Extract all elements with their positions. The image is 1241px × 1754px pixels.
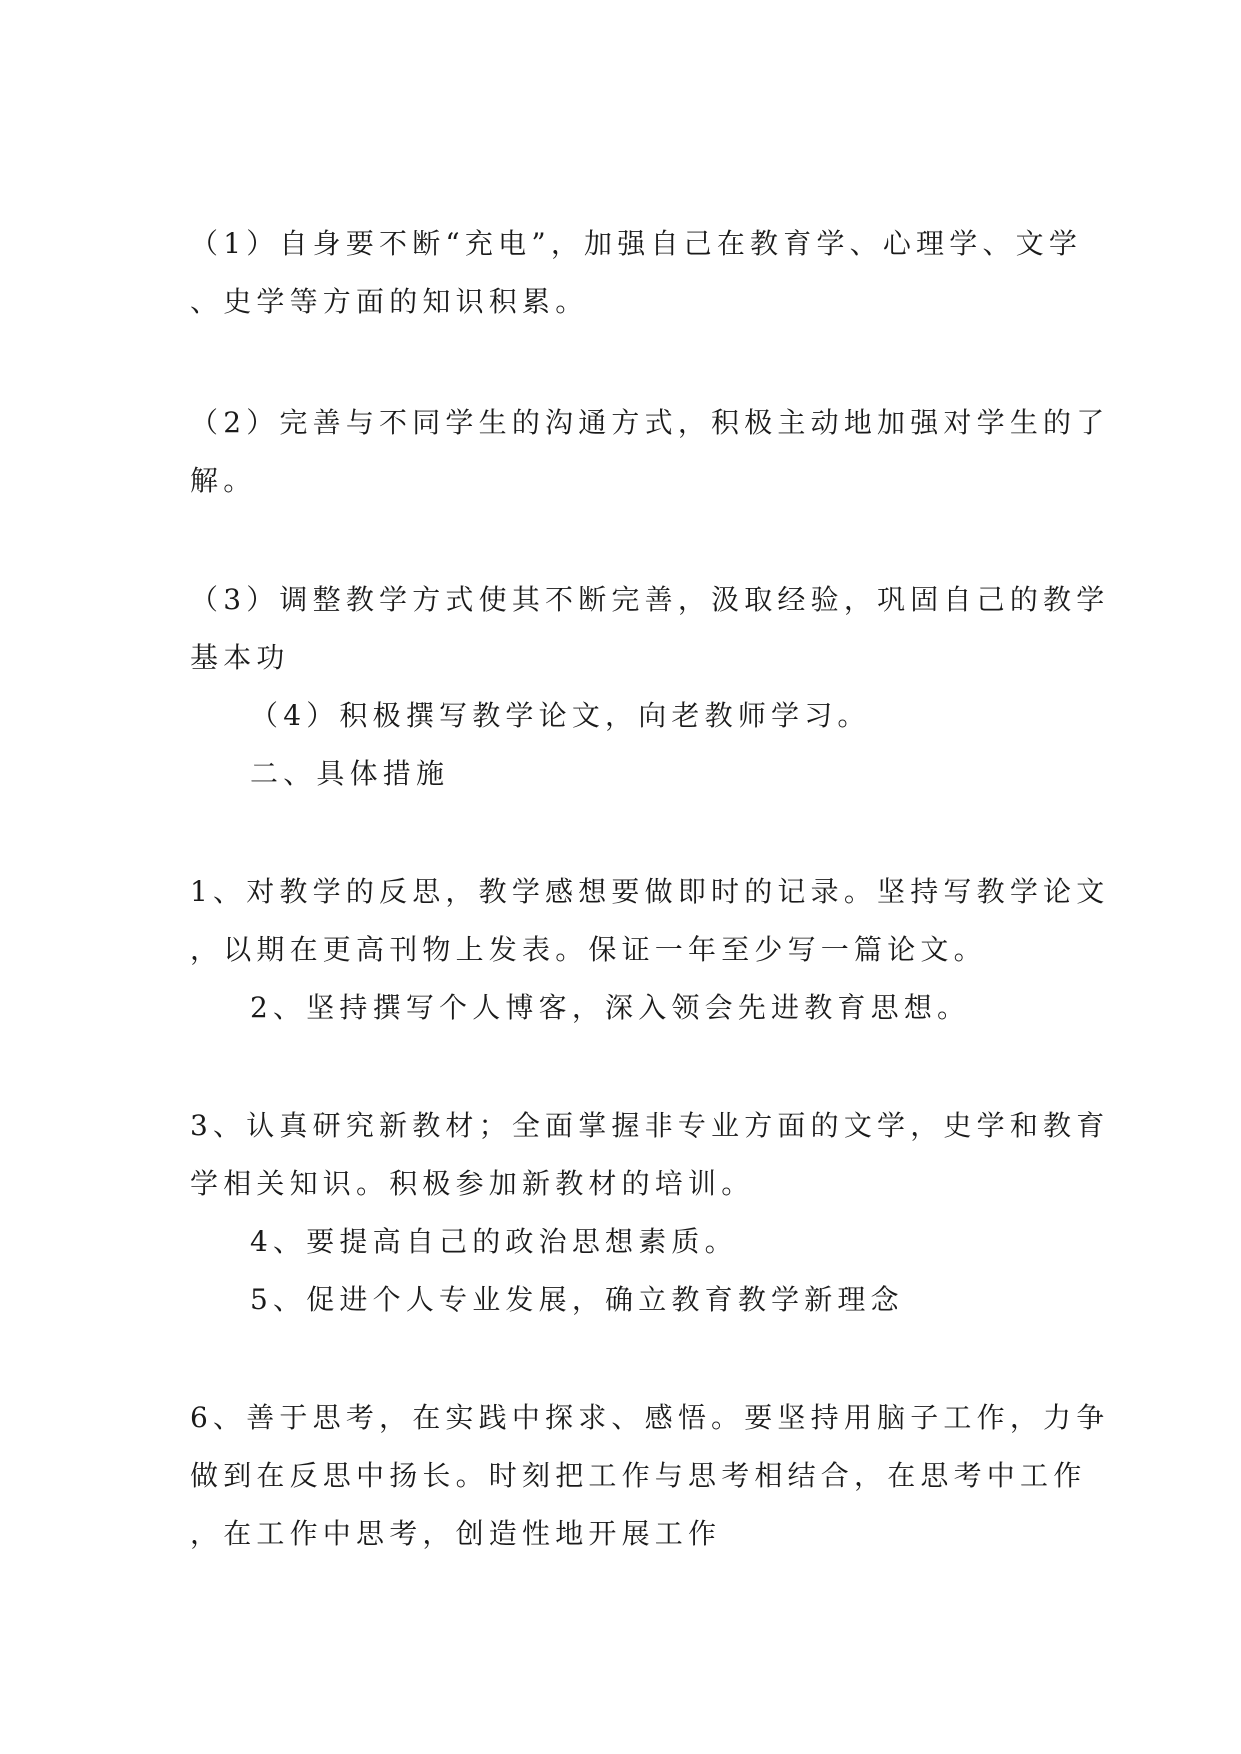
measure-1-line-1: 1、对教学的反思，教学感想要做即时的记录。坚持写教学论文 xyxy=(190,875,1110,908)
measure-2-line: 2、坚持撰写个人博客，深入领会先进教育思想。 xyxy=(250,991,971,1024)
measure-6-line-2: 做到在反思中扬长。时刻把工作与思考相结合，在思考中工作 xyxy=(190,1459,1087,1492)
measure-5-line: 5、促进个人专业发展，确立教育教学新理念 xyxy=(250,1283,904,1316)
measure-3-line-1: 3、认真研究新教材；全面掌握非专业方面的文学，史学和教育 xyxy=(190,1109,1110,1142)
measure-3-line-2: 学相关知识。积极参加新教材的培训。 xyxy=(190,1167,755,1200)
goal-4-line: （4）积极撰写教学论文，向老教师学习。 xyxy=(250,699,871,732)
goal-1-line-2: 、史学等方面的知识积累。 xyxy=(190,285,589,318)
goal-2-line-2: 解。 xyxy=(190,464,257,497)
goal-1-line-1: （1）自身要不断“充电”，加强自己在教育学、心理学、文学 xyxy=(190,227,1083,260)
goal-3-line-2: 基本功 xyxy=(190,641,290,674)
measure-6-line-1: 6、善于思考，在实践中探求、感悟。要坚持用脑子工作，力争 xyxy=(190,1401,1110,1434)
measure-1-line-2: ，以期在更高刊物上发表。保证一年至少写一篇论文。 xyxy=(190,933,987,966)
measure-6-line-3: ，在工作中思考，创造性地开展工作 xyxy=(190,1517,722,1550)
goal-3-line-1: （3）调整教学方式使其不断完善，汲取经验，巩固自己的教学 xyxy=(190,583,1110,616)
section-heading: 二、具体措施 xyxy=(250,757,450,790)
measure-4-line: 4、要提高自己的政治思想素质。 xyxy=(250,1225,738,1258)
goal-2-line-1: （2）完善与不同学生的沟通方式，积极主动地加强对学生的了 xyxy=(190,406,1110,439)
